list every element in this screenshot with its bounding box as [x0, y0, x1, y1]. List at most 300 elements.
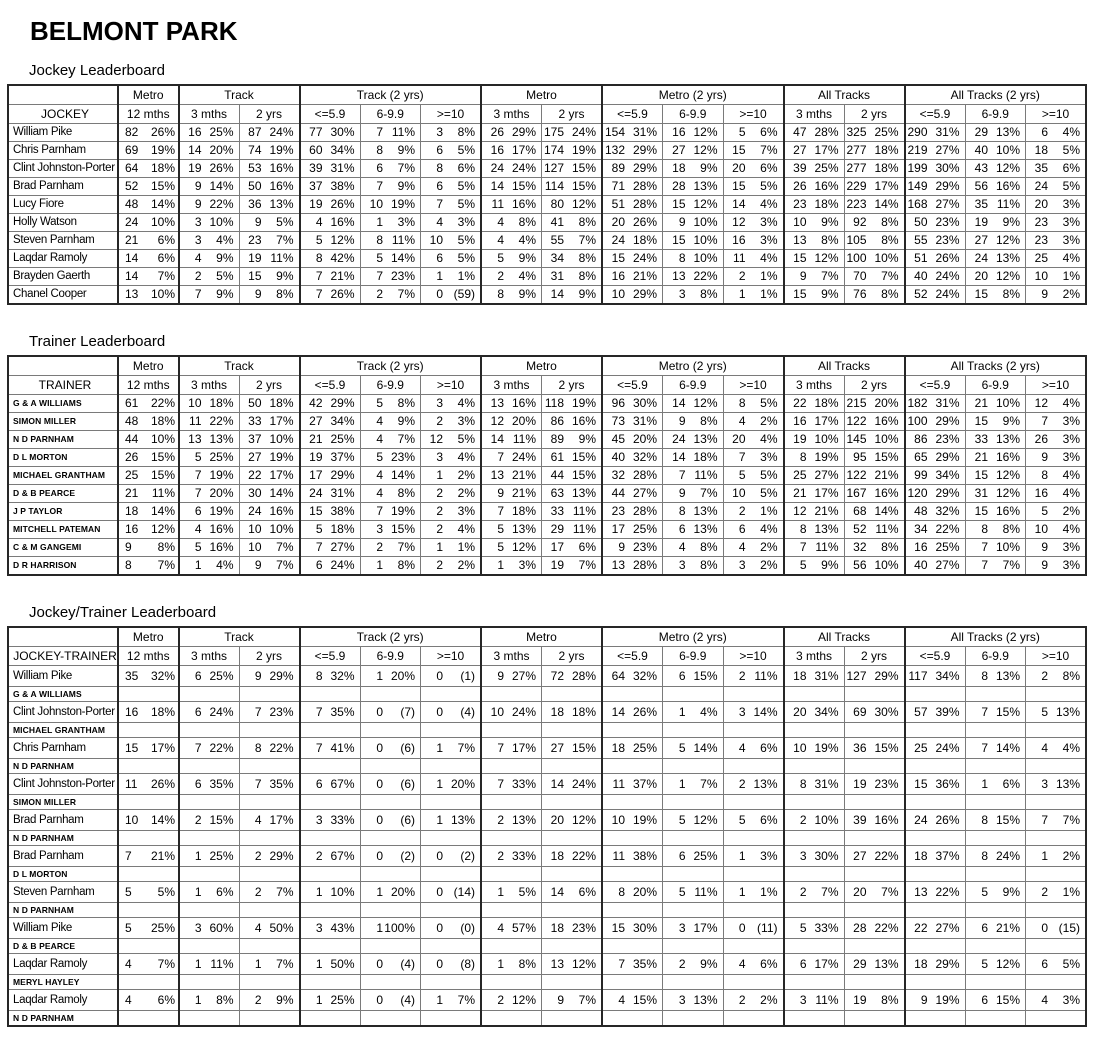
- stat-cell: [784, 954, 845, 975]
- count-value: 9: [678, 414, 686, 428]
- percent-value: 12%: [995, 233, 1020, 247]
- table-row: [8, 810, 1086, 831]
- count-value: 6: [738, 522, 746, 536]
- count-value: 25: [914, 741, 928, 755]
- stat-cell: [360, 178, 421, 196]
- percent-value: 10%: [874, 251, 899, 265]
- count-value: 27: [853, 849, 867, 863]
- count-value: 10: [732, 486, 746, 500]
- stat-cell: [784, 738, 845, 759]
- percent-value: 24%: [995, 849, 1020, 863]
- stat-cell: [905, 431, 966, 449]
- count-value: 1: [376, 885, 383, 899]
- stat-cell: [844, 521, 905, 539]
- percent-value: 22%: [935, 885, 960, 899]
- stat-cell: [239, 485, 300, 503]
- count-value: 10: [490, 705, 504, 719]
- percent-value: 5%: [457, 233, 475, 247]
- stat-cell: [784, 539, 845, 557]
- count-value: 7: [678, 468, 686, 482]
- stat-cell: [1026, 702, 1087, 723]
- percent-value: 8%: [1002, 287, 1020, 301]
- stat-cell: [663, 503, 724, 521]
- empty-cell: [1026, 867, 1087, 882]
- count-value: 1: [194, 849, 202, 863]
- table-row: [8, 431, 1086, 449]
- stat-cell: [965, 810, 1026, 831]
- count-value: 19: [974, 215, 988, 229]
- percent-value: 3%: [760, 450, 778, 464]
- empty-cell: [179, 723, 240, 738]
- column-header: 2 yrs: [542, 376, 603, 395]
- count-value: 35: [974, 197, 988, 211]
- stat-cell: [481, 666, 542, 687]
- stat-cell: [239, 467, 300, 485]
- percent-value: 5%: [216, 269, 234, 283]
- stat-cell: [421, 738, 482, 759]
- stat-cell: [784, 232, 845, 250]
- stat-cell: [905, 485, 966, 503]
- stat-cell: [784, 467, 845, 485]
- table-row: [8, 232, 1086, 250]
- count-value: 68: [853, 504, 867, 518]
- count-value: 8: [799, 450, 807, 464]
- percent-value: 12%: [511, 540, 536, 554]
- table-row: [8, 286, 1086, 305]
- percent-value: 21%: [150, 849, 175, 863]
- percent-value: 30%: [632, 921, 657, 935]
- count-value: 215: [846, 396, 867, 410]
- empty-cell: [663, 939, 724, 954]
- count-value: 9: [678, 486, 686, 500]
- percent-value: 34%: [330, 143, 355, 157]
- empty-cell: [542, 831, 603, 846]
- empty-cell: [602, 975, 663, 990]
- stat-cell: [723, 160, 784, 178]
- count-value: 9: [497, 669, 504, 683]
- empty-cell: [723, 831, 784, 846]
- percent-value: 5%: [276, 215, 294, 229]
- count-value: 41: [550, 215, 564, 229]
- count-value: 132: [605, 143, 626, 157]
- stat-cell: [844, 990, 905, 1011]
- percent-value: 9%: [397, 143, 415, 157]
- percent-value: 13%: [693, 993, 718, 1007]
- percent-value: 16%: [269, 504, 294, 518]
- percent-value: 31%: [935, 396, 960, 410]
- count-value: 1: [436, 269, 443, 283]
- percent-value: 28%: [814, 125, 839, 139]
- stat-cell: [300, 431, 361, 449]
- empty-cell: [663, 867, 724, 882]
- empty-cell: [602, 759, 663, 774]
- stat-cell: [965, 413, 1026, 431]
- empty-cell: [965, 723, 1026, 738]
- empty-cell: [542, 939, 603, 954]
- empty-cell: [965, 831, 1026, 846]
- empty-cell: [723, 723, 784, 738]
- entity-header: JOCKEY-TRAINER: [8, 647, 118, 666]
- stat-cell: [784, 250, 845, 268]
- count-value: 9: [254, 558, 262, 572]
- count-value: 117: [908, 669, 928, 683]
- percent-value: 6%: [157, 233, 175, 247]
- percent-value: 4%: [760, 432, 778, 446]
- percent-value: 20%: [209, 143, 234, 157]
- row-name: D L MORTON: [8, 449, 118, 467]
- stat-cell: [844, 250, 905, 268]
- empty-cell: [239, 975, 300, 990]
- stat-cell: [1026, 413, 1087, 431]
- percent-value: 6%: [157, 251, 175, 265]
- empty-cell: [421, 723, 482, 738]
- percent-value: 3%: [1062, 233, 1080, 247]
- count-value: 57: [914, 705, 928, 719]
- percent-value: 60%: [209, 921, 234, 935]
- count-value: 6: [678, 669, 686, 683]
- percent-value: 24%: [935, 269, 960, 283]
- count-value: 21: [125, 486, 139, 500]
- column-header: 3 mths: [481, 376, 542, 395]
- stat-cell: [179, 268, 240, 286]
- empty-cell: [118, 903, 179, 918]
- count-value: 4: [376, 432, 383, 446]
- count-value: 5: [738, 468, 746, 482]
- percent-value: 30%: [935, 161, 960, 175]
- percent-value: 1%: [1062, 269, 1080, 283]
- count-value: 15: [248, 269, 262, 283]
- stat-cell: [965, 539, 1026, 557]
- count-value: 36: [248, 197, 262, 211]
- empty-cell: [118, 1011, 179, 1027]
- count-value: 50: [914, 215, 928, 229]
- stat-cell: [179, 990, 240, 1011]
- row-name: Laqdar Ramoly: [8, 990, 118, 1011]
- stat-cell: [1026, 214, 1087, 232]
- percent-value: 2%: [457, 486, 475, 500]
- empty-cell: [542, 795, 603, 810]
- stat-cell: [602, 738, 663, 759]
- stat-cell: [118, 810, 179, 831]
- percent-value: 12%: [330, 233, 355, 247]
- percent-value: 25%: [330, 432, 355, 446]
- percent-value: 22%: [571, 849, 596, 863]
- percent-value: 2%: [760, 558, 778, 572]
- stat-cell: [1026, 196, 1087, 214]
- percent-value: 15%: [874, 741, 899, 755]
- percent-value: 7%: [276, 957, 294, 971]
- stat-cell: [542, 990, 603, 1011]
- stat-cell: [360, 160, 421, 178]
- percent-value: 30%: [874, 705, 899, 719]
- percent-value: 26%: [632, 215, 657, 229]
- percent-value: 21%: [330, 269, 355, 283]
- stat-cell: [844, 702, 905, 723]
- percent-value: 28%: [632, 504, 657, 518]
- stat-cell: [542, 954, 603, 975]
- percent-value: 5%: [1062, 179, 1080, 193]
- empty-cell: [905, 939, 966, 954]
- count-value: 10: [248, 522, 262, 536]
- percent-value: (15): [1058, 921, 1080, 935]
- stat-cell: [300, 250, 361, 268]
- count-value: 3: [738, 558, 746, 572]
- column-header: <=5.9: [300, 105, 361, 124]
- stat-cell: [784, 268, 845, 286]
- stat-cell: [965, 485, 1026, 503]
- count-value: 15: [611, 921, 625, 935]
- percent-value: 26%: [150, 777, 175, 791]
- count-value: 60: [309, 143, 323, 157]
- count-value: 9: [1041, 450, 1048, 464]
- count-value: 4: [125, 993, 132, 1007]
- percent-value: 9%: [821, 558, 839, 572]
- stat-cell: [1026, 882, 1087, 903]
- percent-value: 3%: [457, 215, 475, 229]
- column-header: 3 mths: [784, 647, 845, 666]
- stat-cell: [300, 539, 361, 557]
- stat-cell: [179, 954, 240, 975]
- column-header: >=10: [723, 647, 784, 666]
- stat-cell: [300, 160, 361, 178]
- stat-cell: [965, 268, 1026, 286]
- stat-cell: [784, 286, 845, 305]
- count-value: 4: [254, 921, 262, 935]
- stat-cell: [179, 160, 240, 178]
- trainer-leaderboard-table: [7, 355, 1087, 576]
- empty-cell: [663, 759, 724, 774]
- stat-cell: [360, 124, 421, 142]
- stat-cell: [118, 196, 179, 214]
- percent-value: 7%: [1062, 813, 1080, 827]
- row-name: Laqdar Ramoly: [8, 954, 118, 975]
- stat-cell: [844, 954, 905, 975]
- empty-cell: [784, 939, 845, 954]
- percent-value: 4%: [457, 396, 475, 410]
- percent-value: 26%: [150, 125, 175, 139]
- group-header: All Tracks: [784, 356, 905, 376]
- stat-cell: [421, 467, 482, 485]
- count-value: 16: [611, 269, 625, 283]
- stat-cell: [602, 918, 663, 939]
- stat-cell: [179, 702, 240, 723]
- percent-value: 8%: [700, 540, 718, 554]
- percent-value: 17%: [814, 143, 839, 157]
- percent-value: 11%: [875, 522, 899, 536]
- count-value: 18: [793, 669, 807, 683]
- stat-cell: [723, 431, 784, 449]
- percent-value: 13%: [995, 251, 1020, 265]
- percent-value: 15%: [150, 450, 175, 464]
- count-value: 7: [194, 741, 202, 755]
- empty-cell: [905, 795, 966, 810]
- count-value: 1: [497, 957, 504, 971]
- percent-value: 8%: [821, 233, 839, 247]
- count-value: 3: [194, 215, 202, 229]
- count-value: 8: [799, 522, 807, 536]
- stat-cell: [784, 124, 845, 142]
- count-value: 64: [611, 669, 625, 683]
- stat-cell: [179, 539, 240, 557]
- stat-cell: [663, 954, 724, 975]
- count-value: 29: [550, 522, 564, 536]
- stat-cell: [844, 774, 905, 795]
- empty-cell: [844, 903, 905, 918]
- percent-value: 17%: [814, 414, 839, 428]
- percent-value: 24%: [935, 741, 960, 755]
- count-value: 2: [436, 414, 443, 428]
- stat-cell: [663, 774, 724, 795]
- stat-cell: [723, 702, 784, 723]
- empty-cell: [965, 795, 1026, 810]
- empty-cell: [300, 795, 361, 810]
- stat-cell: [118, 882, 179, 903]
- percent-value: 18%: [150, 414, 175, 428]
- empty-cell: [360, 903, 421, 918]
- stat-cell: [118, 702, 179, 723]
- stat-cell: [421, 196, 482, 214]
- percent-value: 18%: [150, 161, 175, 175]
- stat-cell: [602, 467, 663, 485]
- stat-cell: [360, 666, 421, 687]
- page-title: BELMONT PARK: [30, 16, 238, 46]
- stat-cell: [542, 268, 603, 286]
- percent-value: 9%: [518, 251, 536, 265]
- stat-cell: [239, 395, 300, 413]
- stat-cell: [542, 286, 603, 305]
- stat-cell: [905, 178, 966, 196]
- trainer-name: D L MORTON: [8, 867, 118, 882]
- row-name: Laqdar Ramoly: [8, 250, 118, 268]
- count-value: 16: [793, 414, 807, 428]
- row-name: William Pike: [8, 666, 118, 687]
- empty-cell: [421, 939, 482, 954]
- count-value: 44: [611, 486, 625, 500]
- percent-value: 10%: [150, 287, 175, 301]
- percent-value: 13%: [753, 777, 778, 791]
- count-value: 7: [436, 197, 443, 211]
- stat-cell: [179, 250, 240, 268]
- stat-cell: [481, 702, 542, 723]
- count-value: 175: [544, 125, 565, 139]
- row-name: Brayden Gaerth: [8, 268, 118, 286]
- count-value: 1: [194, 957, 202, 971]
- stat-cell: [663, 395, 724, 413]
- stat-cell: [905, 196, 966, 214]
- percent-value: 34%: [814, 705, 839, 719]
- empty-cell: [300, 939, 361, 954]
- count-value: 5: [376, 396, 383, 410]
- count-value: 2: [497, 993, 504, 1007]
- count-value: 15: [125, 741, 139, 755]
- stat-cell: [1026, 990, 1087, 1011]
- count-value: 37: [248, 432, 262, 446]
- count-value: 149: [907, 179, 928, 193]
- count-value: 0: [436, 705, 443, 719]
- count-value: 1: [678, 705, 686, 719]
- count-value: 2: [738, 269, 746, 283]
- count-value: 70: [853, 269, 867, 283]
- empty-cell: [663, 723, 724, 738]
- stat-cell: [784, 918, 845, 939]
- count-value: 55: [914, 233, 928, 247]
- percent-value: 11%: [151, 486, 175, 500]
- empty-cell: [723, 795, 784, 810]
- percent-value: 8%: [578, 251, 596, 265]
- percent-value: 31%: [330, 161, 355, 175]
- row-name: MITCHELL PATEMAN: [8, 521, 118, 539]
- count-value: 4: [194, 522, 202, 536]
- percent-value: 22%: [693, 269, 718, 283]
- column-header: 2 yrs: [239, 376, 300, 395]
- count-value: 16: [732, 233, 746, 247]
- stat-cell: [118, 954, 179, 975]
- count-value: 21: [974, 450, 988, 464]
- count-value: 4: [497, 215, 504, 229]
- stat-cell: [784, 214, 845, 232]
- stat-cell: [300, 918, 361, 939]
- percent-value: 29%: [935, 957, 960, 971]
- stat-cell: [723, 810, 784, 831]
- count-value: 2: [738, 777, 746, 791]
- count-value: 100: [846, 251, 867, 265]
- count-value: 10: [369, 197, 383, 211]
- percent-value: 14%: [150, 197, 175, 211]
- row-name: Clint Johnston-Porter: [8, 160, 118, 178]
- percent-value: 6%: [760, 741, 778, 755]
- count-value: 5: [125, 885, 132, 899]
- percent-value: 19%: [814, 741, 839, 755]
- stat-cell: [360, 954, 421, 975]
- column-header: 3 mths: [784, 376, 845, 395]
- count-value: 2: [194, 269, 202, 283]
- stat-cell: [118, 918, 179, 939]
- stat-cell: [481, 539, 542, 557]
- percent-value: 8%: [700, 287, 718, 301]
- stat-cell: [602, 702, 663, 723]
- percent-value: (7): [400, 705, 415, 719]
- count-value: 35: [125, 669, 139, 683]
- percent-value: 17%: [814, 957, 839, 971]
- stat-cell: [239, 810, 300, 831]
- stat-cell: [300, 557, 361, 576]
- stat-cell: [905, 846, 966, 867]
- count-value: 7: [981, 558, 988, 572]
- stat-cell: [481, 286, 542, 305]
- trainer-name: N D PARNHAM: [8, 1011, 118, 1027]
- count-value: 27: [974, 233, 988, 247]
- percent-value: 2%: [760, 993, 778, 1007]
- stat-cell: [481, 413, 542, 431]
- stat-cell: [542, 124, 603, 142]
- percent-value: 13%: [693, 432, 718, 446]
- stat-cell: [421, 503, 482, 521]
- percent-value: 25%: [150, 921, 175, 935]
- count-value: 15: [672, 233, 686, 247]
- percent-value: 50%: [330, 957, 355, 971]
- empty-cell: [179, 1011, 240, 1027]
- column-header: 3 mths: [481, 647, 542, 666]
- percent-value: 12%: [511, 993, 536, 1007]
- trainer-name: SIMON MILLER: [8, 795, 118, 810]
- stat-cell: [905, 395, 966, 413]
- group-header: All Tracks (2 yrs): [905, 356, 1087, 376]
- stat-cell: [905, 214, 966, 232]
- stat-cell: [239, 954, 300, 975]
- percent-value: 4%: [760, 251, 778, 265]
- empty-cell: [1026, 723, 1087, 738]
- percent-value: 4%: [518, 233, 536, 247]
